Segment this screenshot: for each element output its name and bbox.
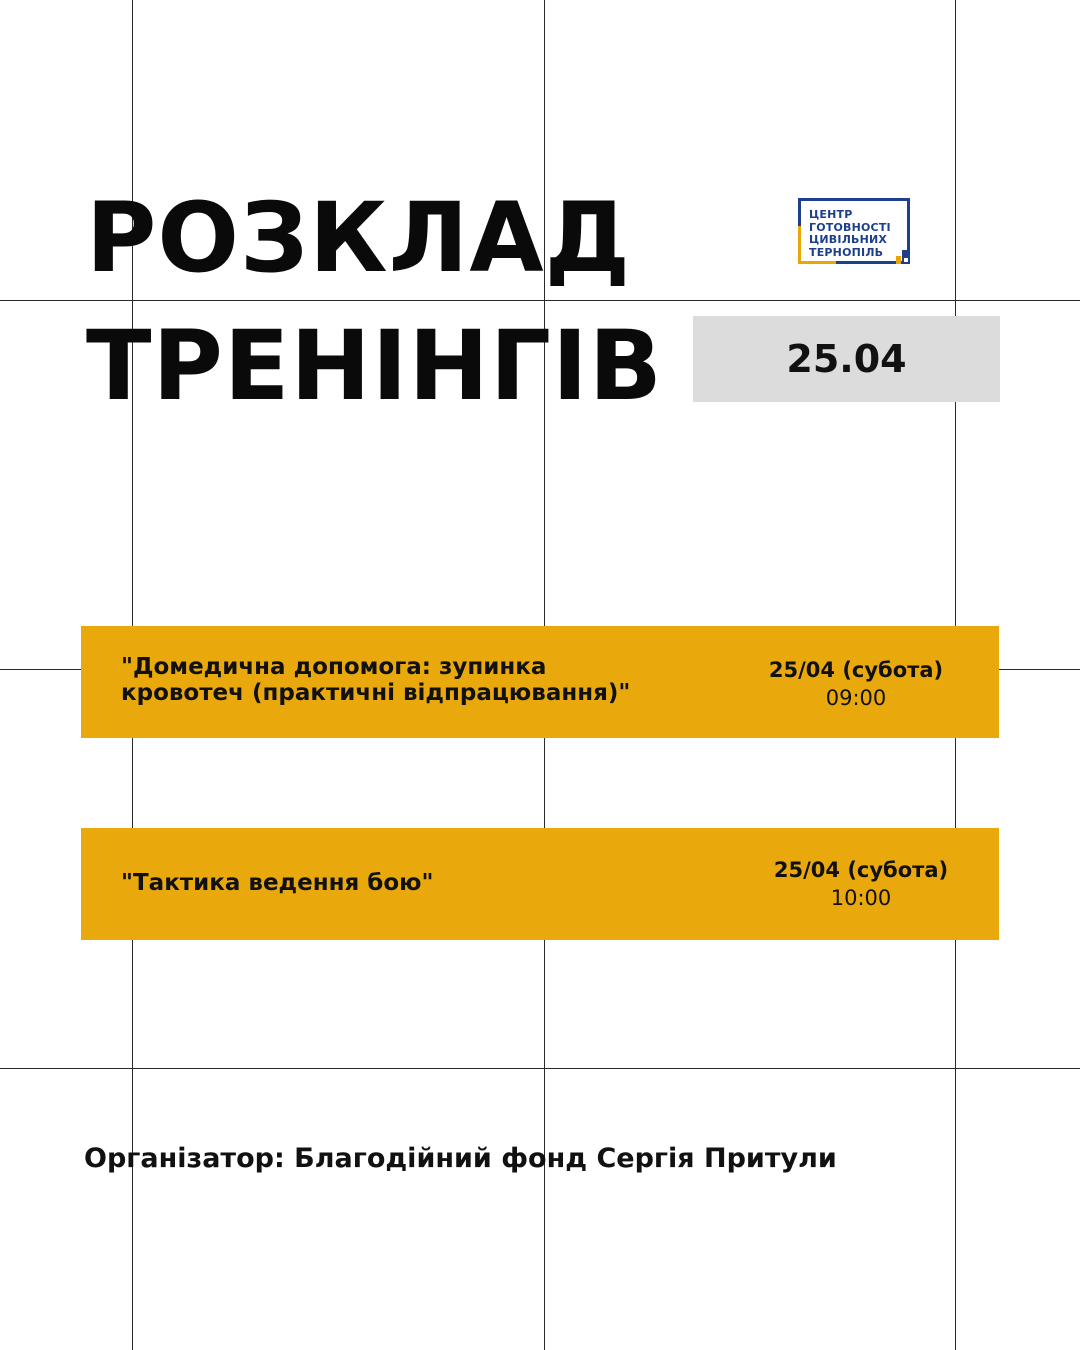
training-title: "Тактика ведення бою" (121, 870, 434, 896)
training-time: 10:00 (830, 886, 892, 910)
training-schedule (746, 656, 966, 712)
training-time: 09:00 (825, 686, 887, 710)
logo-mark-icon (896, 250, 910, 264)
date-badge-text: 25.04 (786, 337, 907, 381)
logo-text: ЦЕНТР ГОТОВНОСТІ ЦИВІЛЬНИХ ТЕРНОПІЛЬ (809, 208, 891, 259)
title-line-1: РОЗКЛАД (86, 182, 632, 294)
organizer-text: Організатор: Благодійний фонд Сергія Притули (84, 1143, 837, 1174)
logo-accent (798, 261, 836, 264)
training-date: 25/04 (субота) (773, 858, 949, 882)
training-title: "Домедична допомога: зупинка кровотеч (практичні відпрацювання)" (121, 654, 631, 706)
training-card (81, 626, 999, 738)
grid-line-horizontal (0, 300, 1080, 301)
date-badge (693, 316, 1000, 402)
organization-logo (798, 198, 910, 264)
training-date: 25/04 (субота) (768, 658, 944, 682)
grid-line-horizontal (0, 1068, 1080, 1069)
logo-accent (798, 226, 801, 264)
training-schedule (751, 856, 971, 912)
title-line-2: ТРЕНІНГІВ (86, 310, 663, 422)
training-card (81, 828, 999, 940)
